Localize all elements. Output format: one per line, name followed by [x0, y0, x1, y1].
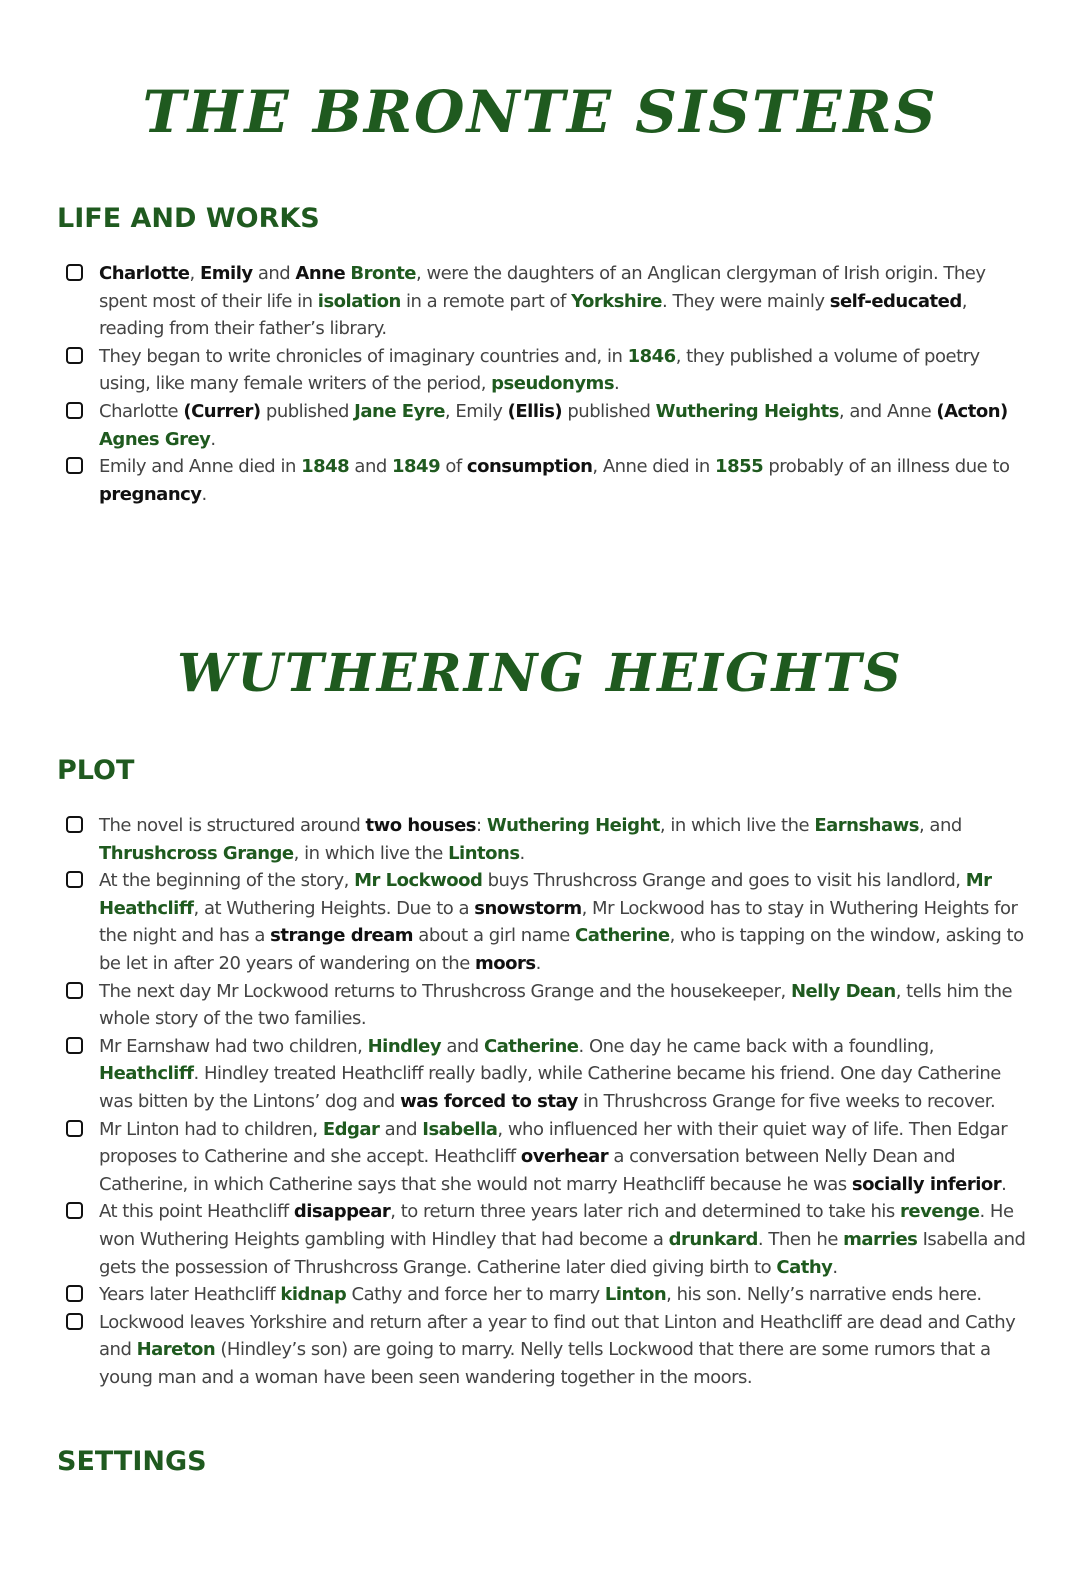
item-text: Lockwood leaves Yorkshire and return after a year to find out that Linton and Heathcliff are dead and Cathy and Hareton (Hindley’s son) are going to marry. Nelly tells Lockwood that there are some rumors that a young man and a woman have been seen wandering together in the moors.: [99, 1311, 1016, 1388]
item-text: Emily and Anne died in 1848 and 1849 of consumption, Anne died in 1855 probably of an illness due to pregnancy.: [99, 456, 1010, 505]
checkbox-icon[interactable]: [66, 457, 83, 474]
checkbox-icon[interactable]: [66, 347, 83, 364]
checklist-item: [66, 867, 1026, 977]
checklist-item: [66, 260, 1026, 343]
life-and-works-list: [66, 260, 1026, 508]
checkbox-icon[interactable]: [66, 1120, 83, 1137]
checklist-item: [66, 398, 1026, 453]
item-text: Mr Linton had to children, Edgar and Isabella, who influenced her with their quiet way of life. Then Edgar proposes to Catherine and she accept. Heathcliff overhear a conversation between Nelly Dean and Catherine, in which Catherine says that she would not marry Heathcliff because he was socially inferior.: [99, 1118, 1008, 1195]
checklist-item: [66, 343, 1026, 398]
checklist-item: [66, 978, 1026, 1033]
item-text: Charlotte, Emily and Anne Bronte, were the daughters of an Anglican clergyman of Irish origin. They spent most of their life in isolation in a remote part of Yorkshire. They were mainly self-educated, reading from their father’s library.: [99, 263, 986, 340]
checkbox-icon[interactable]: [66, 982, 83, 999]
checkbox-icon[interactable]: [66, 1285, 83, 1302]
item-text: The next day Mr Lockwood returns to Thrushcross Grange and the housekeeper, Nelly Dean, tells him the whole story of the two families.: [99, 980, 1013, 1030]
item-text: Charlotte (Currer) published Jane Eyre, Emily (Ellis) published Wuthering Heights, and Anne (Acton) Agnes Grey.: [99, 400, 1008, 450]
novel-title: WUTHERING HEIGHTS: [177, 643, 903, 704]
checklist-item: [66, 1281, 1026, 1309]
checkbox-icon[interactable]: [66, 264, 83, 281]
section-heading-settings: SETTINGS: [57, 1446, 207, 1477]
item-text: Mr Earnshaw had two children, Hindley and Catherine. One day he came back with a foundling, Heathcliff. Hindley treated Heathcliff really badly, while Catherine became his friend. One day Catherine was bitten by the Lintons’ dog and was forced to stay in Thrushcross Grange for five weeks to recover.: [99, 1035, 1001, 1112]
item-text: They began to write chronicles of imaginary countries and, in 1846, they published a volume of poetry using, like many female writers of the period, pseudonyms.: [99, 345, 980, 395]
checkbox-icon[interactable]: [66, 1037, 83, 1054]
main-title: THE BRONTE SISTERS: [142, 78, 938, 146]
checklist-item: [66, 1116, 1026, 1199]
section-heading-life-and-works: LIFE AND WORKS: [57, 203, 320, 234]
item-text: At the beginning of the story, Mr Lockwood buys Thrushcross Grange and goes to visit his landlord, Mr Heathcliff, at Wuthering Heights. Due to a snowstorm, Mr Lockwood has to stay in Wuthering Heights for the night and has a strange dream about a girl name Catherine, who is tapping on the window, asking to be let in after 20 years of wandering on the moors.: [99, 870, 1024, 974]
item-text: At this point Heathcliff disappear, to return three years later rich and determined to take his revenge. He won Wuthering Heights gambling with Hindley that had become a drunkard. Then he marries Isabella and gets the possession of Thrushcross Grange. Catherine later died giving birth to Cathy.: [99, 1201, 1026, 1278]
checklist-item: [66, 1198, 1026, 1281]
plot-list: [66, 812, 1026, 1391]
checklist-item: [66, 453, 1026, 508]
item-text: The novel is structured around two houses: Wuthering Height, in which live the Earnshaws, and Thrushcross Grange, in which live the Lintons.: [99, 815, 962, 864]
checklist-item: [66, 1033, 1026, 1116]
checklist-item: [66, 812, 1026, 867]
item-text: Years later Heathcliff kidnap Cathy and force her to marry Linton, his son. Nelly’s narrative ends here.: [99, 1284, 982, 1306]
checkbox-icon[interactable]: [66, 402, 83, 419]
checkbox-icon[interactable]: [66, 871, 83, 888]
section-heading-plot: PLOT: [57, 755, 135, 786]
checkbox-icon[interactable]: [66, 1202, 83, 1219]
checklist-item: [66, 1309, 1026, 1392]
checkbox-icon[interactable]: [66, 1313, 83, 1330]
checkbox-icon[interactable]: [66, 816, 83, 833]
